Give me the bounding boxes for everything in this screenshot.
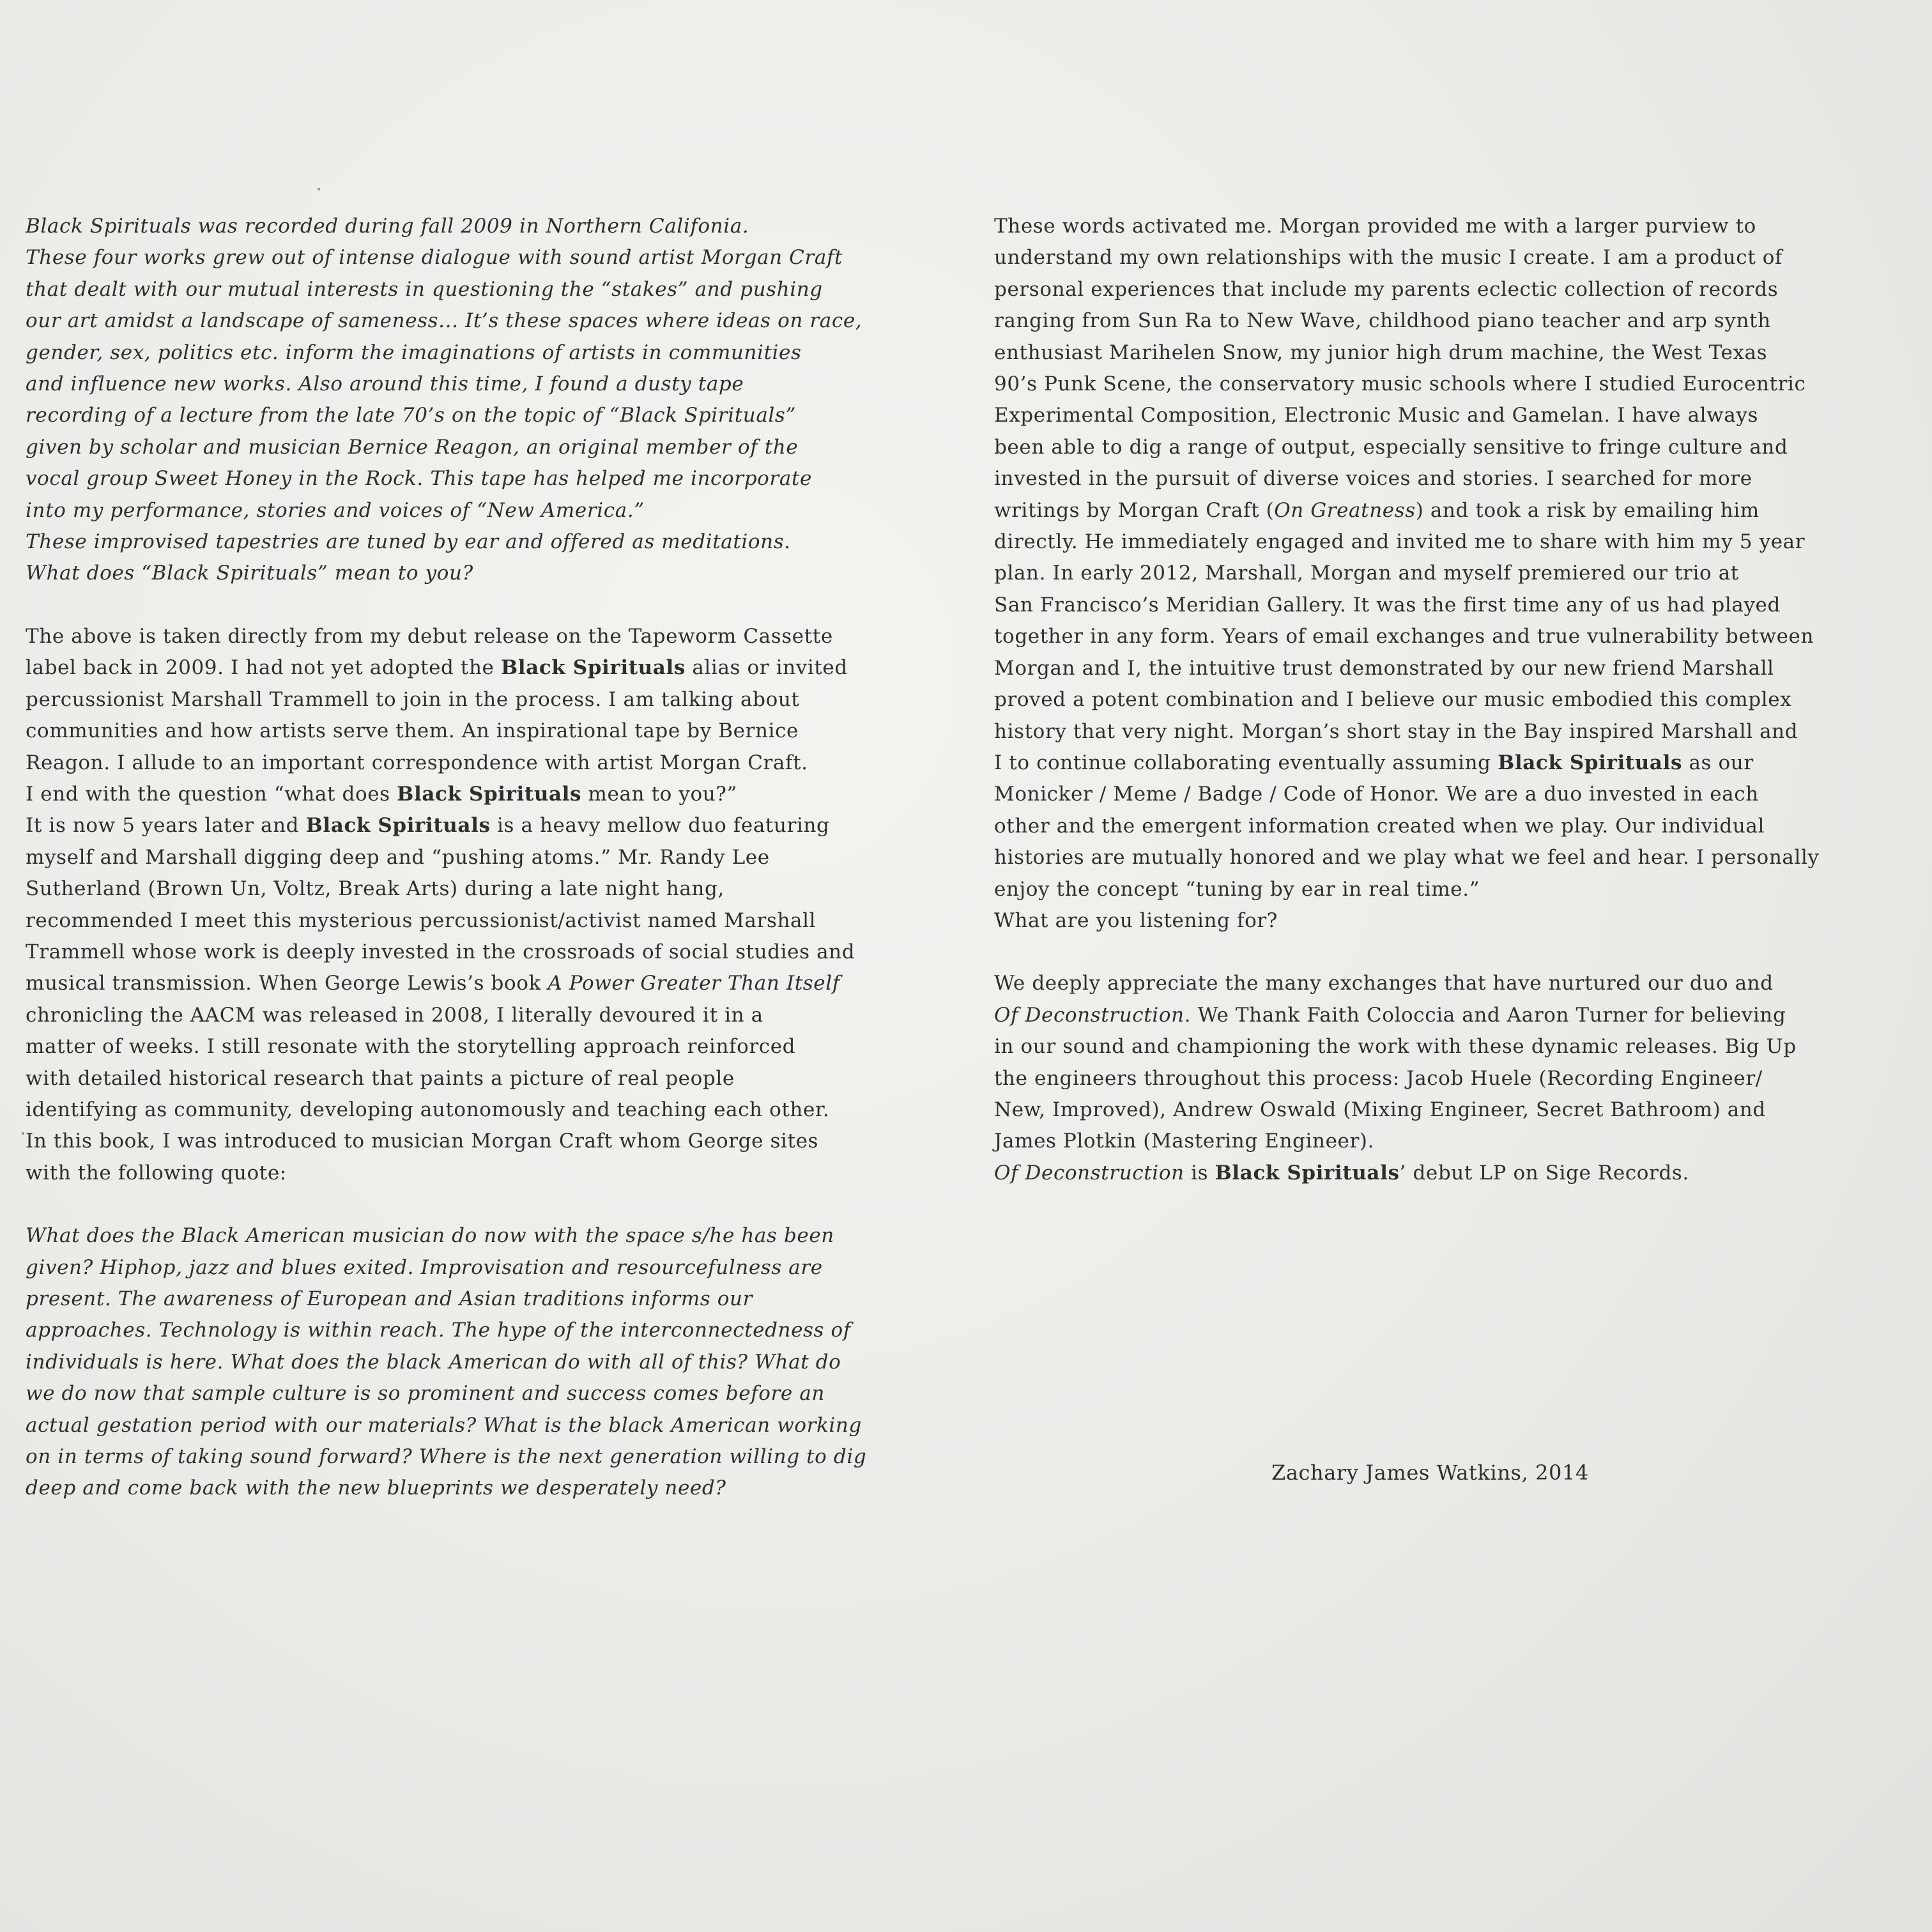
text-run: writings by Morgan Craft ( xyxy=(994,498,1275,522)
text-run: I to continue collaborating eventually assuming xyxy=(994,751,1498,774)
body-line: San Francisco’s Meridian Gallery. It was the first time any of us had played xyxy=(994,593,1781,617)
quote-line: present. The awareness of European and Asian traditions informs our xyxy=(26,1287,753,1310)
body-line: personal experiences that include my parents eclectic collection of records xyxy=(994,277,1779,301)
body-line: New, Improved), Andrew Oswald (Mixing Engineer, Secret Bathroom) and xyxy=(994,1098,1766,1121)
body-line: understand my own relationships with the music I create. I am a product of xyxy=(994,246,1783,270)
intro-line: vocal group Sweet Honey in the Rock. This tape has helped me incorporate xyxy=(26,467,812,491)
band-name: Black Spirituals xyxy=(305,814,491,838)
stray-mark xyxy=(318,188,320,190)
body-line: histories are mutually honored and we play what we feel and hear. I personally xyxy=(994,846,1820,870)
body-line: These words activated me. Morgan provided me with a larger purview to xyxy=(994,215,1756,238)
body-line: matter of weeks. I still resonate with the storytelling approach reinforced xyxy=(26,1035,796,1059)
intro-line: given by scholar and musician Bernice Reagon, an original member of the xyxy=(26,435,799,459)
quote-paragraph xyxy=(26,1220,901,1505)
text-run: alias or invited xyxy=(685,656,848,680)
body-line: What are you listening for? xyxy=(994,908,1278,932)
body-line: proved a potent combination and I believe our music embodied this complex xyxy=(994,688,1792,712)
book-title: A Power Greater Than Itself xyxy=(548,972,840,995)
body-line: other and the emergent information created when we play. Our individual xyxy=(994,814,1765,838)
quote-line: What does the Black American musician do now with the space s/he has been xyxy=(26,1224,834,1248)
paragraph-gap xyxy=(26,590,901,621)
intro-line: our art amidst a landscape of sameness... It’s these spaces where ideas on race, xyxy=(26,309,862,333)
body-line xyxy=(26,810,901,841)
body-line: identifying as community, developing autonomously and teaching each other. xyxy=(26,1098,830,1121)
body-line: Experimental Composition, Electronic Music and Gamelan. I have always xyxy=(994,404,1758,427)
intro-line: recording of a lecture from the late 70’s on the topic of “Black Spirituals” xyxy=(26,404,796,427)
intro-line: gender, sex, politics etc. inform the imaginations of artists in communities xyxy=(26,341,802,364)
body-line: ranging from Sun Ra to New Wave, childhood piano teacher and arp synth xyxy=(994,309,1771,333)
body-line: recommended I meet this mysterious percussionist/activist named Marshall xyxy=(26,908,816,932)
text-run: is a heavy mellow duo featuring xyxy=(490,814,830,838)
body-line: Trammell whose work is deeply invested in the crossroads of social studies and xyxy=(26,940,855,963)
body-paragraph xyxy=(26,621,901,1189)
band-name: Black Spirituals xyxy=(1215,1161,1400,1184)
text-run: musical transmission. When George Lewis’s book xyxy=(26,972,548,995)
body-line: the engineers throughout this process: Jacob Huele (Recording Engineer/ xyxy=(994,1066,1763,1090)
intro-line: Black Spirituals was recorded during fall 2009 in Northern Califonia. xyxy=(26,215,749,238)
body-line: Reagon. I allude to an important correspondence with artist Morgan Craft. xyxy=(26,751,808,774)
body-line: enjoy the concept “tuning by ear in real time.” xyxy=(994,877,1480,901)
work-title: On Greatness xyxy=(1274,498,1416,522)
body-line xyxy=(994,495,1844,526)
body-line: Morgan and I, the intuitive trust demonstrated by our new friend Marshall xyxy=(994,656,1774,680)
body-line: enthusiast Marihelen Snow, my junior high drum machine, the West Texas xyxy=(994,341,1768,364)
intro-line: and influence new works. Also around this time, I found a dusty tape xyxy=(26,372,744,396)
right-column xyxy=(994,211,1844,1189)
text-run: as our xyxy=(1682,751,1754,774)
album-title: Of Deconstruction xyxy=(994,1161,1184,1184)
main-paragraph xyxy=(994,211,1844,937)
body-line: invested in the pursuit of diverse voices and stories. I searched for more xyxy=(994,467,1752,491)
body-line: with detailed historical research that paints a picture of real people xyxy=(26,1066,735,1090)
quote-line: on in terms of taking sound forward? Where is the next generation willing to dig xyxy=(26,1445,867,1469)
text-run: I end with the question “what does xyxy=(26,782,397,806)
body-line: chronicling the AACM was released in 2008, I literally devoured it in a xyxy=(26,1003,763,1027)
body-line: with the following quote: xyxy=(26,1161,287,1184)
text-run: . We Thank Faith Coloccia and Aaron Turner for believing xyxy=(1184,1003,1786,1027)
band-name: Black Spirituals xyxy=(1498,751,1682,774)
body-line: percussionist Marshall Trammell to join in the process. I am talking about xyxy=(26,687,800,711)
body-line: The above is taken directly from my debut release on the Tapeworm Cassette xyxy=(26,624,833,648)
signature: Zachary James Watkins, 2014 xyxy=(1271,1460,1589,1485)
body-line xyxy=(994,1000,1844,1031)
text-run: ’ debut LP on Sige Records. xyxy=(1399,1161,1689,1184)
quote-line: given? Hiphop, jazz and blues exited. Improvisation and resourcefulness are xyxy=(26,1255,823,1279)
body-line: myself and Marshall digging deep and “pushing atoms.” Mr. Randy Lee xyxy=(26,845,770,869)
body-line: Sutherland (Brown Un, Voltz, Break Arts) during a late night hang, xyxy=(26,877,724,901)
quote-line: actual gestation period with our materials? What is the black American working xyxy=(26,1413,862,1437)
quote-line: we do now that sample culture is so prominent and success comes before an xyxy=(26,1382,825,1406)
text-run: ) and took a risk by emailing him xyxy=(1415,498,1759,522)
intro-line: These improvised tapestries are tuned by ear and offered as meditations. xyxy=(26,530,791,554)
body-line xyxy=(26,652,901,684)
band-name: Black Spirituals xyxy=(500,656,686,680)
intro-line: that dealt with our mutual interests in questioning the “stakes” and pushing xyxy=(26,277,823,301)
body-line xyxy=(994,747,1844,779)
stray-mark xyxy=(22,1132,24,1135)
body-line: In this book, I was introduced to musician Morgan Craft whom George sites xyxy=(26,1130,819,1153)
body-line: We deeply appreciate the many exchanges that have nurtured our duo and xyxy=(994,972,1774,995)
intro-line: These four works grew out of intense dialogue with sound artist Morgan Craft xyxy=(26,246,843,270)
intro-paragraph xyxy=(26,211,901,590)
body-line: history that very night. Morgan’s short stay in the Bay inspired Marshall and xyxy=(994,719,1798,743)
paragraph-gap xyxy=(26,1189,901,1220)
body-line xyxy=(26,968,901,999)
text-run: It is now 5 years later and xyxy=(26,814,306,838)
body-line: Monicker / Meme / Badge / Code of Honor. We are a duo invested in each xyxy=(994,783,1759,806)
quote-line: deep and come back with the new blueprints we desperately need? xyxy=(26,1476,726,1500)
body-line: been able to dig a range of output, especially sensitive to fringe culture and xyxy=(994,435,1788,459)
left-column xyxy=(26,211,901,1505)
band-name: Black Spirituals xyxy=(397,782,582,806)
text-run: mean to you?” xyxy=(581,782,737,806)
body-line: plan. In early 2012, Marshall, Morgan and myself premiered our trio at xyxy=(994,562,1739,585)
thanks-paragraph xyxy=(994,968,1844,1189)
intro-line: into my performance, stories and voices of “New America.” xyxy=(26,498,645,522)
text-run: label back in 2009. I had not yet adopted the xyxy=(26,656,501,680)
intro-line: What does “Black Spirituals” mean to you? xyxy=(26,562,473,585)
body-line: communities and how artists serve them. An inspirational tape by Bernice xyxy=(26,719,799,743)
body-line: directly. He immediately engaged and invited me to share with him my 5 year xyxy=(994,530,1805,554)
body-line xyxy=(26,779,901,810)
quote-line: individuals is here. What does the black American do with all of this? What do xyxy=(26,1350,841,1374)
body-line: 90’s Punk Scene, the conservatory music schools where I studied Eurocentric xyxy=(994,372,1806,396)
body-line: James Plotkin (Mastering Engineer). xyxy=(994,1130,1375,1153)
quote-line: approaches. Technology is within reach. The hype of the interconnectedness of xyxy=(26,1319,851,1342)
paragraph-gap xyxy=(994,937,1844,968)
album-title: Of Deconstruction xyxy=(994,1003,1184,1027)
body-line: in our sound and championing the work with these dynamic releases. Big Up xyxy=(994,1035,1797,1059)
text-run: is xyxy=(1184,1161,1215,1184)
body-line xyxy=(994,1158,1844,1189)
body-line: together in any form. Years of email exchanges and true vulnerability between xyxy=(994,625,1814,648)
